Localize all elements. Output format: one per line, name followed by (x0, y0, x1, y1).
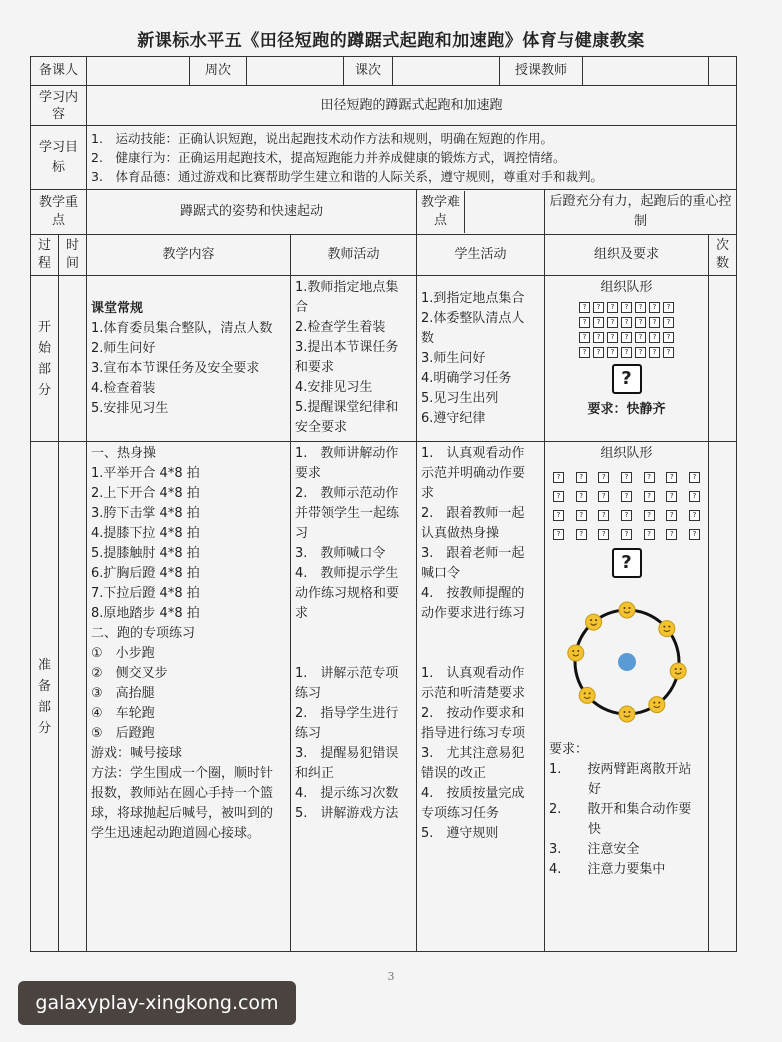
formation-row (549, 472, 704, 483)
student-marker-icon: ? (649, 317, 660, 328)
student-marker-icon: ? (579, 347, 590, 358)
prep-content-line: 一、热身操 (91, 446, 157, 461)
prep-content-line: 4.提膝下拉 4*8 拍 (91, 526, 200, 541)
student-activity-line: 1.到指定地点集合 (421, 290, 525, 306)
student-marker-icon: ? (666, 491, 677, 502)
teacher-field[interactable] (583, 57, 708, 85)
student-activity-line: 示范和听清楚要求 (421, 686, 526, 701)
diff-text: 后蹬充分有力，起跑后的重心控制 (545, 190, 737, 235)
student-marker-icon: ? (621, 347, 632, 358)
teacher-activity-line: 和纠正 (295, 766, 335, 781)
teacher-activity-line: 练习 (295, 726, 322, 741)
page-title: 新课标水平五《田径短跑的蹲踞式起跑和加速跑》体育与健康教案 (137, 31, 645, 51)
teacher-activity-line: 安全要求 (295, 420, 348, 435)
student-marker-icon: ? (663, 302, 674, 313)
student-activity-line: 5. 遵守规则 (421, 826, 499, 841)
student-activity-line: 6.遵守纪律 (421, 410, 486, 426)
student-activity-line: 4.明确学习任务 (421, 370, 512, 386)
watermark-badge: galaxyplay-xingkong.com (18, 981, 296, 1025)
diff-label: 教学难点 (417, 191, 465, 233)
preparer-field[interactable] (87, 57, 190, 85)
teacher-activity-line: 4.安排见习生 (295, 380, 373, 395)
student-activity-line: 错误的改正 (421, 766, 487, 781)
student-marker-icon: ? (576, 472, 587, 483)
prep-content-line: 球，将球抛起后喊号，被叫到的 (91, 806, 274, 821)
student-marker-icon: ? (598, 529, 609, 540)
section-prep-count (709, 442, 737, 952)
student-marker-icon: ? (621, 529, 632, 540)
basketball-icon (618, 653, 636, 671)
teacher-activity-line: 5. 讲解游戏方法 (295, 806, 399, 821)
formation-requirement: 要求：快静齐 (587, 402, 666, 417)
formation-row (549, 510, 704, 521)
student-marker-icon: ? (689, 510, 700, 521)
difficulty-cell (417, 190, 545, 235)
teacher-activity-line: 动作练习规格和要 (295, 586, 400, 601)
prep-content-line: 7.下拉后蹬 4*8 拍 (91, 586, 200, 601)
student-marker-icon: ? (576, 510, 587, 521)
prep-content-line: 5.提膝触肘 4*8 拍 (91, 546, 200, 561)
student-activity-line: 2. 跟着教师一起 (421, 506, 525, 521)
column-header-row (31, 235, 737, 276)
col-count: 次数 (709, 235, 737, 276)
teacher-activity-line: 1.教师指定地点集 (295, 280, 399, 295)
week-label: 周次 (190, 57, 247, 85)
student-activity-line: 4. 按质按量完成 (421, 786, 525, 801)
teacher-activity-line: 3. 教师喊口令 (295, 546, 386, 561)
smiley-student-icon (659, 621, 675, 637)
student-marker-icon: ? (598, 491, 609, 502)
student-marker-icon: ? (579, 317, 590, 328)
section-prep-time (59, 442, 87, 952)
col-time: 时间 (59, 235, 87, 276)
key-row (31, 190, 737, 235)
week-field[interactable] (247, 57, 344, 85)
student-marker-icon: ? (553, 491, 564, 502)
student-activity-line: 喊口令 (421, 566, 461, 581)
formation-title: 组织队形 (600, 446, 653, 461)
student-marker-icon: ? (644, 510, 655, 521)
goals-row (31, 126, 737, 190)
student-marker-icon: ? (644, 472, 655, 483)
student-marker-icon: ? (621, 302, 632, 313)
lesson-label: 课次 (344, 57, 393, 85)
section-start-name: 开始部分 (31, 276, 59, 442)
section-prep-content (87, 442, 291, 952)
formation-row (549, 302, 704, 313)
student-marker-icon: ? (635, 332, 646, 343)
student-marker-icon: ? (621, 332, 632, 343)
prep-content-line: ⑤ 后蹬跑 (91, 726, 155, 741)
student-activity-line: 数 (421, 330, 435, 346)
student-marker-icon: ? (576, 529, 587, 540)
teacher-activity-line: 求 (295, 606, 309, 621)
section-prep-org (545, 442, 709, 952)
student-activity-line: 动作要求进行练习 (421, 606, 526, 621)
key-label: 教学重点 (31, 190, 87, 235)
student-marker-icon: ? (621, 491, 632, 502)
student-marker-icon: ? (635, 317, 646, 328)
student-marker-icon: ? (644, 529, 655, 540)
formation-grid (549, 302, 704, 358)
student-marker-icon: ? (621, 510, 632, 521)
smiley-student-icon (568, 645, 584, 661)
routine-title: 课堂常规 (91, 300, 144, 316)
prep-content-line: ① 小步跑 (91, 646, 155, 661)
student-activity-line: 5.见习生出列 (421, 390, 499, 406)
student-marker-icon: ? (621, 317, 632, 328)
requirement-line: 1. 按两臂距离散开站 (549, 762, 692, 777)
student-marker-icon: ? (607, 302, 618, 313)
student-marker-icon: ? (663, 332, 674, 343)
teacher-activity-line: 2.检查学生着装 (295, 320, 386, 335)
student-activity-line: 2. 按动作要求和 (421, 706, 525, 721)
student-marker-icon: ? (663, 317, 674, 328)
requirement-line: 好 (549, 782, 602, 797)
teacher-activity-line: 要求 (295, 466, 322, 481)
requirement-line: 4. 注意力要集中 (549, 862, 666, 877)
prep-content-line: 3.胯下击掌 4*8 拍 (91, 506, 200, 521)
section-start-org (545, 276, 709, 442)
formation-row (549, 317, 704, 328)
section-prep-teacher (291, 442, 417, 952)
formation-row (549, 491, 704, 502)
teacher-activity-line: 2. 指导学生进行 (295, 706, 399, 721)
section-start-time (59, 276, 87, 442)
student-marker-icon: ? (593, 347, 604, 358)
student-marker-icon: ? (593, 302, 604, 313)
teacher-label: 授课教师 (500, 57, 583, 85)
student-marker-icon: ? (689, 472, 700, 483)
student-marker-icon: ? (621, 472, 632, 483)
student-marker-icon: ? (635, 302, 646, 313)
goals-list (87, 126, 737, 190)
prep-req-label: 要求： (549, 742, 589, 757)
preparer-label: 备课人 (31, 57, 87, 86)
student-activity-line: 1. 认真观看动作 (421, 666, 525, 681)
goals-label: 学习目标 (31, 126, 87, 190)
smiley-student-icon (670, 663, 686, 679)
prep-content-line: ③ 高抬腿 (91, 686, 155, 701)
student-activity-line: 3.师生问好 (421, 350, 486, 366)
teacher-activity-line: 3.提出本节课任务 (295, 340, 399, 355)
teacher-activity-line: 4. 教师提示学生 (295, 566, 399, 581)
smiley-student-icon (619, 602, 635, 618)
teacher-activity-line: 1. 讲解示范专项 (295, 666, 399, 681)
student-activity-line: 4. 按教师提醒的 (421, 586, 525, 601)
lesson-plan-table (30, 56, 737, 952)
routine-item: 3.宣布本节课任务及安全要求 (91, 360, 260, 376)
teacher-activity-line: 并带领学生一起练 (295, 506, 400, 521)
student-marker-icon: ? (666, 529, 677, 540)
routine-item: 4.检查着装 (91, 380, 156, 396)
student-marker-icon: ? (649, 347, 660, 358)
student-marker-icon: ? (553, 472, 564, 483)
prep-content-line: 游戏：喊号接球 (91, 746, 183, 761)
requirement-line: 2. 散开和集合动作要 (549, 802, 692, 817)
prep-content-line: ④ 车轮跑 (91, 706, 155, 721)
lesson-field[interactable] (393, 57, 500, 85)
section-start-content (87, 276, 291, 442)
student-marker-icon: ? (598, 472, 609, 483)
student-marker-icon: ? (593, 317, 604, 328)
student-marker-icon: ? (607, 317, 618, 328)
section-prep-student (417, 442, 545, 952)
content-label: 学习内容 (31, 86, 87, 126)
formation-grid (549, 472, 704, 540)
student-marker-icon: ? (644, 491, 655, 502)
student-marker-icon: ? (579, 302, 590, 313)
student-marker-icon: ? (607, 347, 618, 358)
student-marker-icon: ? (553, 529, 564, 540)
formation-row (549, 332, 704, 343)
routine-item: 2.师生问好 (91, 340, 156, 356)
col-org: 组织及要求 (545, 235, 709, 276)
teacher-activity-line: 4. 提示练习次数 (295, 786, 399, 801)
student-activity-line: 专项练习任务 (421, 806, 500, 821)
teacher-activity-line: 习 (295, 526, 309, 541)
section-start-student (417, 276, 545, 442)
prep-content-line: 方法：学生围成一个圈，顺时针 (91, 766, 274, 781)
page-number: 3 (387, 970, 395, 983)
goal-1: 1. 运动技能：正确认识短跑，说出起跑技术动作方法和规则，明确在短跑的作用。 (91, 131, 553, 146)
teacher-position-icon: ? (612, 364, 642, 394)
student-activity-line: 1. 认真观看动作 (421, 446, 525, 461)
prep-content-line: 8.原地踏步 4*8 拍 (91, 606, 200, 621)
teacher-activity-line: 和要求 (295, 360, 335, 375)
student-marker-icon: ? (576, 491, 587, 502)
formation-row (549, 347, 704, 358)
student-activity-line: 3. 尤其注意易犯 (421, 746, 525, 761)
prep-content-line: 1.平举开合 4*8 拍 (91, 466, 200, 481)
content-text: 田径短跑的蹲踞式起跑和加速跑 (87, 86, 737, 126)
header-fields (87, 57, 709, 86)
header-row (31, 57, 737, 86)
col-student: 学生活动 (417, 235, 545, 276)
teacher-activity-line: 5.提醒课堂纪律和 (295, 400, 399, 415)
smiley-student-icon (619, 706, 635, 722)
prep-content-line: 报数，教师站在圆心手持一个篮 (91, 786, 274, 801)
student-marker-icon: ? (593, 332, 604, 343)
section-start-count (709, 276, 737, 442)
student-marker-icon: ? (689, 529, 700, 540)
student-marker-icon: ? (666, 472, 677, 483)
student-marker-icon: ? (649, 302, 660, 313)
section-start-row (31, 276, 737, 442)
smiley-student-icon (579, 687, 595, 703)
student-marker-icon: ? (598, 510, 609, 521)
section-prep-name: 准备部分 (31, 442, 59, 952)
prep-content-line: 2.上下开合 4*8 拍 (91, 486, 200, 501)
section-start-teacher (291, 276, 417, 442)
student-marker-icon: ? (635, 347, 646, 358)
col-teacher: 教师活动 (291, 235, 417, 276)
smiley-student-icon (586, 614, 602, 630)
routine-item: 1.体育委员集合整队，清点人数 (91, 320, 273, 336)
header-empty-cell (709, 57, 737, 86)
col-content: 教学内容 (87, 235, 291, 276)
student-marker-icon: ? (666, 510, 677, 521)
prep-content-line: 6.扩胸后蹬 4*8 拍 (91, 566, 200, 581)
student-activity-line: 3. 跟着老师一起 (421, 546, 525, 561)
prep-content-line: 二、跑的专项练习 (91, 626, 196, 641)
content-row (31, 86, 737, 126)
prep-content-line: ② 侧交叉步 (91, 666, 168, 681)
goal-3: 3. 体育品德：通过游戏和比赛帮助学生建立和谐的人际关系，遵守规则，尊重对手和裁判。 (91, 169, 603, 184)
circle-game-diagram (549, 584, 705, 734)
goal-2: 2. 健康行为：正确运用起跑技术，提高短跑能力并养成健康的锻炼方式，调控情绪。 (91, 150, 566, 165)
requirement-line: 3. 注意安全 (549, 842, 640, 857)
student-marker-icon: ? (689, 491, 700, 502)
student-activity-line: 示范并明确动作要 (421, 466, 526, 481)
student-activity-line: 求 (421, 486, 435, 501)
student-activity-line: 认真做热身操 (421, 526, 500, 541)
section-prep-row (31, 442, 737, 952)
teacher-activity-line: 3. 提醒易犯错误 (295, 746, 399, 761)
formation-title: 组织队形 (600, 280, 653, 295)
prep-content-line: 学生迅速起动跑道圆心接球。 (91, 826, 261, 841)
student-activity-line: 2.体委整队清点人 (421, 310, 525, 326)
smiley-student-icon (649, 697, 665, 713)
teacher-position-icon: ? (612, 548, 642, 578)
student-marker-icon: ? (649, 332, 660, 343)
teacher-activity-line: 2. 教师示范动作 (295, 486, 399, 501)
student-activity-line: 指导进行练习专项 (421, 726, 526, 741)
requirement-line: 快 (549, 822, 602, 837)
student-marker-icon: ? (579, 332, 590, 343)
student-marker-icon: ? (607, 332, 618, 343)
formation-row (549, 529, 704, 540)
key-text: 蹲踞式的姿势和快速起动 (87, 190, 417, 235)
student-marker-icon: ? (553, 510, 564, 521)
routine-item: 5.安排见习生 (91, 400, 169, 416)
teacher-activity-line: 1. 教师讲解动作 (295, 446, 399, 461)
col-process: 过程 (31, 235, 59, 276)
student-marker-icon: ? (663, 347, 674, 358)
teacher-activity-line: 练习 (295, 686, 322, 701)
teacher-activity-line: 合 (295, 300, 309, 315)
